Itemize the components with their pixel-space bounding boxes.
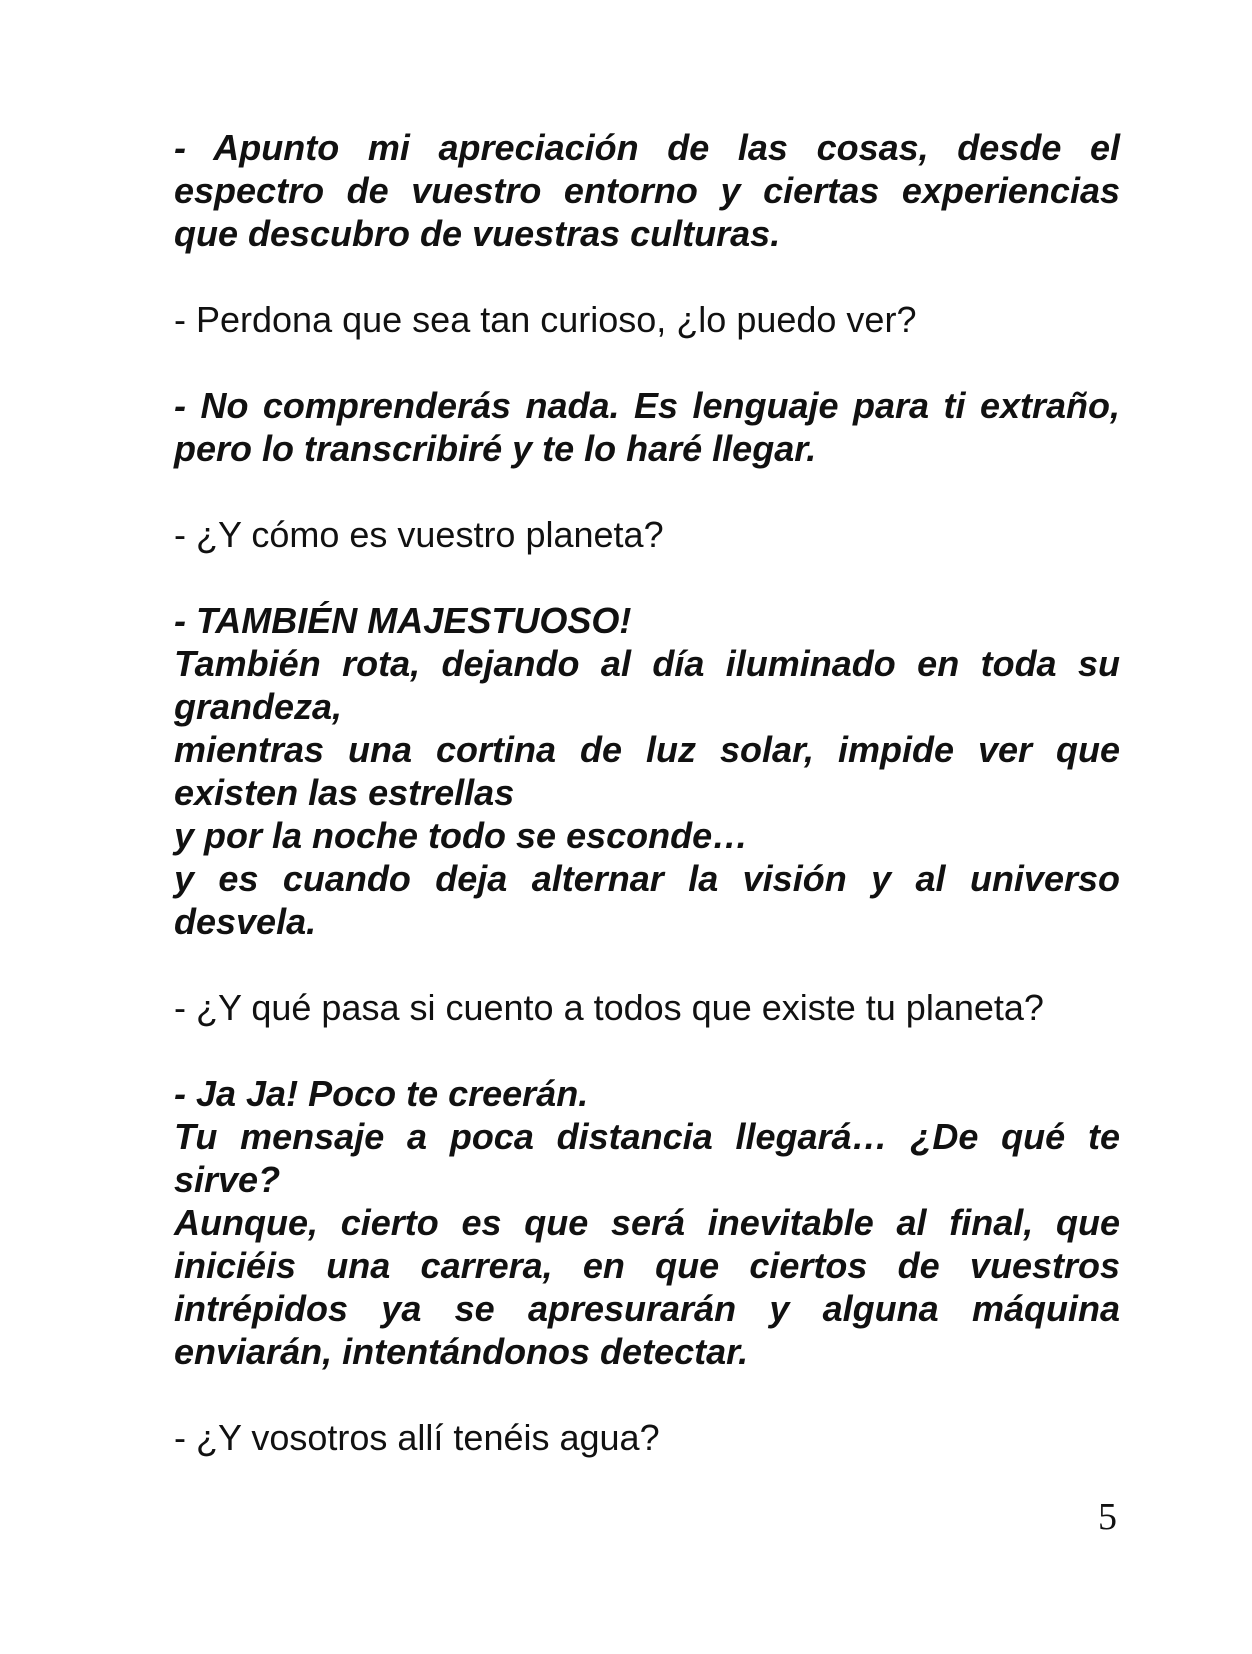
text-line: y es cuando deja alternar la visión y al universo — [174, 858, 1120, 899]
dialogue-human-1 — [174, 298, 1120, 341]
text-line: Tu mensaje a poca distancia llegará… ¿De qué te — [174, 1116, 1120, 1157]
dialogue-alien-2 — [174, 384, 1120, 470]
text-line: desvela. — [174, 901, 317, 942]
text-line: mientras una cortina de luz solar, impide ver que — [174, 729, 1120, 770]
text-line: y por la noche todo se esconde… — [174, 815, 749, 856]
text-line: espectro de vuestro entorno y ciertas experiencias — [174, 170, 1120, 211]
text-line: iniciéis una carrera, en que ciertos de vuestros — [174, 1245, 1120, 1286]
dialogue-human-3 — [174, 986, 1120, 1029]
text-line: También rota, dejando al día iluminado en toda su — [174, 643, 1120, 684]
text-line: existen las estrellas — [174, 772, 515, 813]
text-line: - Ja Ja! Poco te creerán. — [174, 1073, 589, 1114]
body-text — [174, 126, 1120, 1502]
text-line: Aunque, cierto es que será inevitable al final, que — [174, 1202, 1120, 1243]
text-line: - Apunto mi apreciación de las cosas, desde el — [174, 127, 1120, 168]
text-line: - ¿Y qué pasa si cuento a todos que existe tu planeta? — [174, 987, 1044, 1028]
text-line: - TAMBIÉN MAJESTUOSO! — [174, 600, 632, 641]
text-line: sirve? — [174, 1159, 281, 1200]
text-line: - Perdona que sea tan curioso, ¿lo puedo ver? — [174, 299, 917, 340]
text-line: grandeza, — [174, 686, 343, 727]
text-line: enviarán, intentándonos detectar. — [174, 1331, 749, 1372]
dialogue-alien-4 — [174, 1072, 1120, 1373]
dialogue-human-4 — [174, 1416, 1120, 1459]
text-line: pero lo transcribiré y te lo haré llegar. — [174, 428, 817, 469]
text-line: - ¿Y vosotros allí tenéis agua? — [174, 1417, 660, 1458]
dialogue-alien-1 — [174, 126, 1120, 255]
text-line: intrépidos ya se apresurarán y alguna máquina — [174, 1288, 1120, 1329]
text-line: - No comprenderás nada. Es lenguaje para ti extraño, — [174, 385, 1120, 426]
page-number: 5 — [1098, 1496, 1117, 1538]
dialogue-alien-3 — [174, 599, 1120, 943]
dialogue-human-2 — [174, 513, 1120, 556]
text-line: - ¿Y cómo es vuestro planeta? — [174, 514, 664, 555]
text-line: que descubro de vuestras culturas. — [174, 213, 781, 254]
